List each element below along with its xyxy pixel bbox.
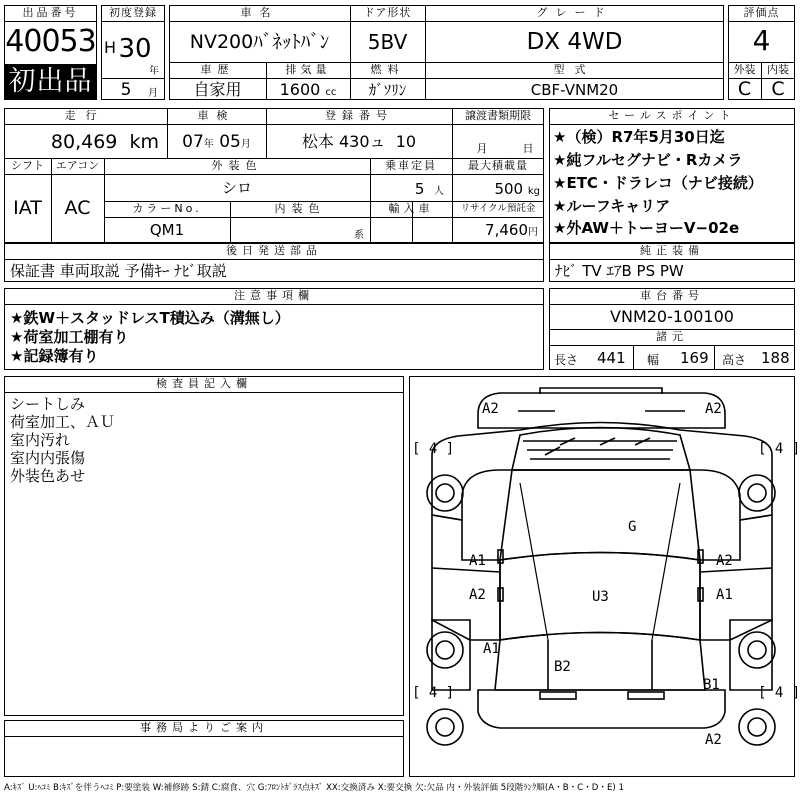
model: CBF-VNM20 <box>530 81 619 99</box>
mark-rear-bumper-right: B1 <box>703 677 720 693</box>
recycle-fee-unit: 円 <box>528 227 538 238</box>
history: 自家用 <box>193 80 242 99</box>
inspector-line: 荷室加工、ＡＵ <box>10 413 116 431</box>
mark-tire-front-right: [ 4 ] <box>758 441 800 457</box>
door-header: ドア形状 <box>363 6 412 19</box>
genuine-equipment-header: 純正装備 <box>640 244 704 257</box>
shift-header: シフト <box>11 159 44 172</box>
displacement-unit: cc <box>325 87 337 98</box>
score-header: 評価点 <box>743 6 780 19</box>
door-type: 5BV <box>367 30 408 54</box>
exterior-grade: C <box>737 78 752 100</box>
sales-point-item: ★外AW＋トーヨーV−02e <box>553 219 740 237</box>
inspection-year: 07 <box>182 132 204 152</box>
first-listing-label: 初出品 <box>8 66 93 97</box>
height-value: 188 <box>761 349 790 367</box>
mark-front-door-left: A1 <box>469 553 486 569</box>
note-item: ★記録簿有り <box>10 347 99 365</box>
sales-points-header: セールスポイント <box>608 109 736 122</box>
fuel-header: 燃料 <box>370 63 405 76</box>
sales-point-item: ★ルーフキャリア <box>553 197 671 215</box>
interior-grade: C <box>771 78 785 100</box>
recycle-fee-value: 7,460 <box>485 221 528 239</box>
inspection-header: 車検 <box>197 109 236 122</box>
first-reg-era: H <box>103 38 117 57</box>
inspection-month-unit: 月 <box>240 139 251 150</box>
inspector-line: 室内内張傷 <box>10 449 86 467</box>
interior-grade-header: 内装 <box>767 63 789 76</box>
exterior-color: シロ <box>221 179 252 197</box>
air-conditioner: AC <box>64 197 91 219</box>
mark-tire-rear-right: [ 4 ] <box>758 685 800 701</box>
sales-point-item: ★（検）R7年5月30日迄 <box>553 128 725 146</box>
score: 4 <box>752 24 771 57</box>
mileage-value: 80,469 <box>50 131 118 153</box>
import-header: 輸入車 <box>388 202 434 215</box>
legend: A:ｷｽﾞ U:ﾍｺﾐ B:ｷｽﾞを伴うﾍｺﾐ P:要塗装 W:補修跡 S:錆 C:腐食、穴 G:ﾌﾛﾝﾄｶﾞﾗｽ点ｷｽﾞ XX:交換済み X:要交換 欠:欠品 内・外装評価 5段階ﾗﾝｸ順(A・B・C・D・E) 1 <box>4 783 624 793</box>
registration-header: 登録番号 <box>325 109 393 122</box>
length-value: 441 <box>597 349 626 367</box>
history-header: 車歴 <box>200 63 235 76</box>
model-header: 型式 <box>553 63 596 76</box>
mark-rear-gate: B2 <box>554 659 571 675</box>
recycle-header: リサイクル預託金 <box>460 203 536 214</box>
exterior-color-header: 外装色 <box>211 159 263 172</box>
mileage-header: 走行 <box>64 109 107 122</box>
grade-header: グレード <box>536 6 613 19</box>
first-reg-month-unit: 月 <box>148 88 158 99</box>
delivery-later-items: 保証書 車両取説 予備ｷｰ ﾅﾋﾞ取説 <box>10 262 227 280</box>
shift: IAT <box>13 197 42 219</box>
mark-front-door-right: A2 <box>716 553 733 569</box>
mark-tire-rear-left: [ 4 ] <box>412 685 455 701</box>
length-label: 長さ <box>554 353 579 367</box>
inspector-line: シートしみ <box>10 395 86 413</box>
mileage-unit: km <box>129 131 159 153</box>
car-name: NV200ﾊﾞﾈｯﾄﾊﾞﾝ <box>189 31 330 53</box>
sales-point-item: ★ETC・ドラレコ（ナビ接続） <box>553 174 763 192</box>
width-value: 169 <box>680 349 709 367</box>
notes-header: 注意事項欄 <box>234 289 314 302</box>
width-label: 幅 <box>647 353 660 367</box>
capacity-value: 5 <box>414 180 425 198</box>
first-reg-year-unit: 年 <box>149 66 159 77</box>
mark-bottom-right: A2 <box>705 732 722 748</box>
note-item: ★鉄W＋スタッドレスT積込み（溝無し） <box>10 309 290 327</box>
transfer-month-unit: 月 <box>476 142 488 155</box>
first-reg-month: 5 <box>120 80 132 100</box>
mark-roof: U3 <box>592 589 609 605</box>
capacity-unit: 人 <box>434 186 444 197</box>
office-header: 事務局よりご案内 <box>140 721 268 734</box>
sales-point-item: ★純フルセグナビ・Rカメラ <box>553 151 743 169</box>
fuel: ｶﾞｿﾘﾝ <box>368 81 407 99</box>
color-no: QM1 <box>149 221 185 239</box>
displacement-header: 排気量 <box>285 63 331 76</box>
mark-tire-front-left: [ 4 ] <box>412 441 455 457</box>
displacement-value: 1600 <box>279 80 321 99</box>
inspector-line: 室内汚れ <box>10 431 71 449</box>
chassis-header: 車台番号 <box>640 289 704 302</box>
chassis-number: VNM20-100100 <box>610 307 734 326</box>
interior-color-suffix: 系 <box>354 230 364 241</box>
lot-number: 40053 <box>5 24 96 59</box>
max-load-unit: kg <box>527 186 540 197</box>
mark-windshield: G <box>628 519 637 535</box>
registration-number: 松本 430ュ 10 <box>301 132 417 151</box>
transfer-day-unit: 日 <box>522 142 534 155</box>
genuine-equipment-items: ﾅﾋﾞ TV ｴｱB PS PW <box>555 262 684 280</box>
car-name-header: 車名 <box>240 6 279 19</box>
color-no-header: カラーNo. <box>132 202 202 215</box>
mark-front-left: A2 <box>482 401 499 417</box>
interior-color-header: 内装色 <box>274 202 326 215</box>
ac-header: エアコン <box>55 159 100 172</box>
mark-front-right: A2 <box>705 401 722 417</box>
inspection-month: 05 <box>219 132 241 152</box>
capacity-header: 乗車定員 <box>385 159 437 172</box>
first-reg-header: 初度登録 <box>109 6 157 19</box>
inspector-header: 検査員記入欄 <box>156 377 252 390</box>
mark-rear-door-left: A2 <box>469 587 486 603</box>
inspector-line: 外装色あせ <box>10 467 86 485</box>
note-item: ★荷室加工棚有り <box>10 328 129 346</box>
exterior-grade-header: 外装 <box>733 63 756 76</box>
max-load-header: 最大積載量 <box>468 159 528 172</box>
transfer-deadline-header: 譲渡書類期限 <box>465 109 531 122</box>
height-label: 高さ <box>722 353 747 367</box>
lot-number-header: 出品番号 <box>22 6 79 19</box>
first-reg-year: 30 <box>118 34 152 64</box>
mark-rear-fender-left: A1 <box>483 641 500 657</box>
grade: DX 4WD <box>526 29 623 55</box>
mark-rear-door-right: A1 <box>716 587 733 603</box>
inspection-year-unit: 年 <box>203 139 214 150</box>
max-load-value: 500 <box>494 180 524 198</box>
specs-header: 諸元 <box>656 330 688 343</box>
delivery-later-header: 後日発送部品 <box>226 244 322 257</box>
